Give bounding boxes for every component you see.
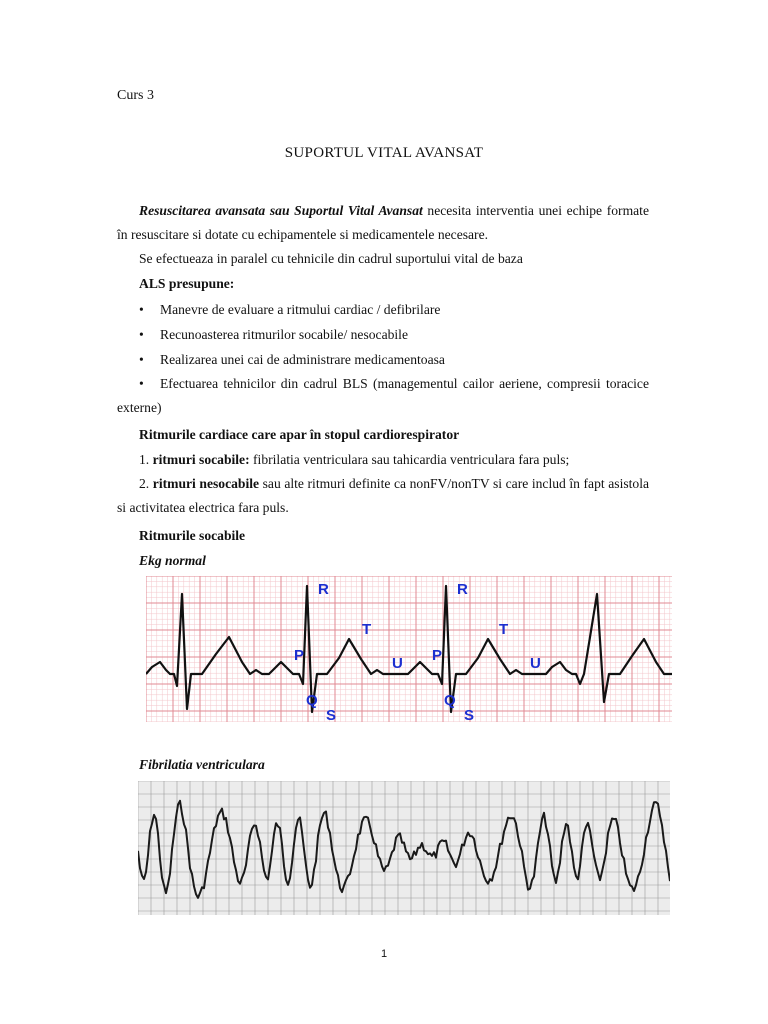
wave-label-s: S (326, 707, 337, 722)
wave-label-t: T (362, 621, 372, 638)
rhythm-item-nonshockable (117, 472, 649, 520)
rhythms-heading: Ritmurile cardiace care apar în stopul cardiorespirator (139, 427, 460, 442)
course-label: Curs 3 (117, 88, 154, 103)
wave-label-q: Q (444, 692, 456, 709)
item-text: fibrilatia ventriculara sau tahicardia ventriculara fara puls; (249, 452, 570, 467)
wave-label-r: R (318, 581, 329, 598)
normal-ekg-image (146, 576, 672, 722)
wave-label-p: P (294, 647, 305, 664)
bullet-item (139, 327, 408, 343)
shockable-heading: Ritmurile socabile (139, 528, 246, 543)
bullet-marker: • (139, 352, 144, 367)
page-number: 1 (380, 948, 388, 960)
als-heading: ALS presupune: (139, 276, 235, 291)
wave-label-r: R (457, 581, 468, 598)
bullet-item-wrapped (117, 372, 649, 420)
intro-bold-term: Resuscitarea avansata sau Suportul Vital Avansat (139, 203, 423, 218)
item-text: sau alte ritmuri definite ca nonFV/nonTV si care includ în fapt asistola si activitatea electrica fara puls. (117, 476, 650, 515)
bullet-text: Manevre de evaluare a ritmului cardiac / defibrilare (160, 302, 441, 317)
bullet-item (139, 302, 440, 318)
intro-paragraph (117, 199, 649, 247)
rhythm-item-shockable (139, 452, 569, 468)
bullet-marker: • (139, 376, 144, 391)
ventricular-fibrillation-image (138, 781, 670, 915)
wave-label-s: S (464, 707, 475, 722)
bullet-marker: • (139, 302, 144, 317)
vf-heading: Fibrilatia ventriculara (139, 757, 265, 772)
wave-label-t: T (499, 621, 509, 638)
bullet-item (139, 352, 445, 368)
item-number: 2. (139, 476, 153, 491)
parallel-paragraph: Se efectueaza in paralel cu tehnicile din cadrul suportului vital de baza (139, 251, 523, 266)
bullet-text: Realizarea unei cai de administrare medicamentoasa (160, 352, 445, 367)
bullet-text: Efectuarea tehnicilor din cadrul BLS (managementul cailor aeriene, compresii toracice externe) (117, 376, 649, 415)
item-term: ritmuri nesocabile (152, 476, 260, 491)
page-title: SUPORTUL VITAL AVANSAT (284, 145, 484, 161)
intro-text: necesita interventia unei echipe formate în resuscitare si dotate cu echipamentele si medicamentele necesare. (117, 203, 649, 242)
bullet-marker: • (139, 327, 144, 342)
item-number: 1. (139, 452, 153, 467)
bullet-text: Recunoasterea ritmurilor socabile/ nesocabile (160, 327, 408, 342)
vf-paper (138, 781, 670, 915)
item-term: ritmuri socabile: (152, 452, 250, 467)
wave-label-q: Q (306, 692, 318, 709)
wave-label-p: P (432, 647, 443, 664)
wave-label-u: U (530, 655, 541, 672)
ekg-normal-heading: Ekg normal (139, 553, 206, 568)
wave-label-u: U (392, 655, 403, 672)
